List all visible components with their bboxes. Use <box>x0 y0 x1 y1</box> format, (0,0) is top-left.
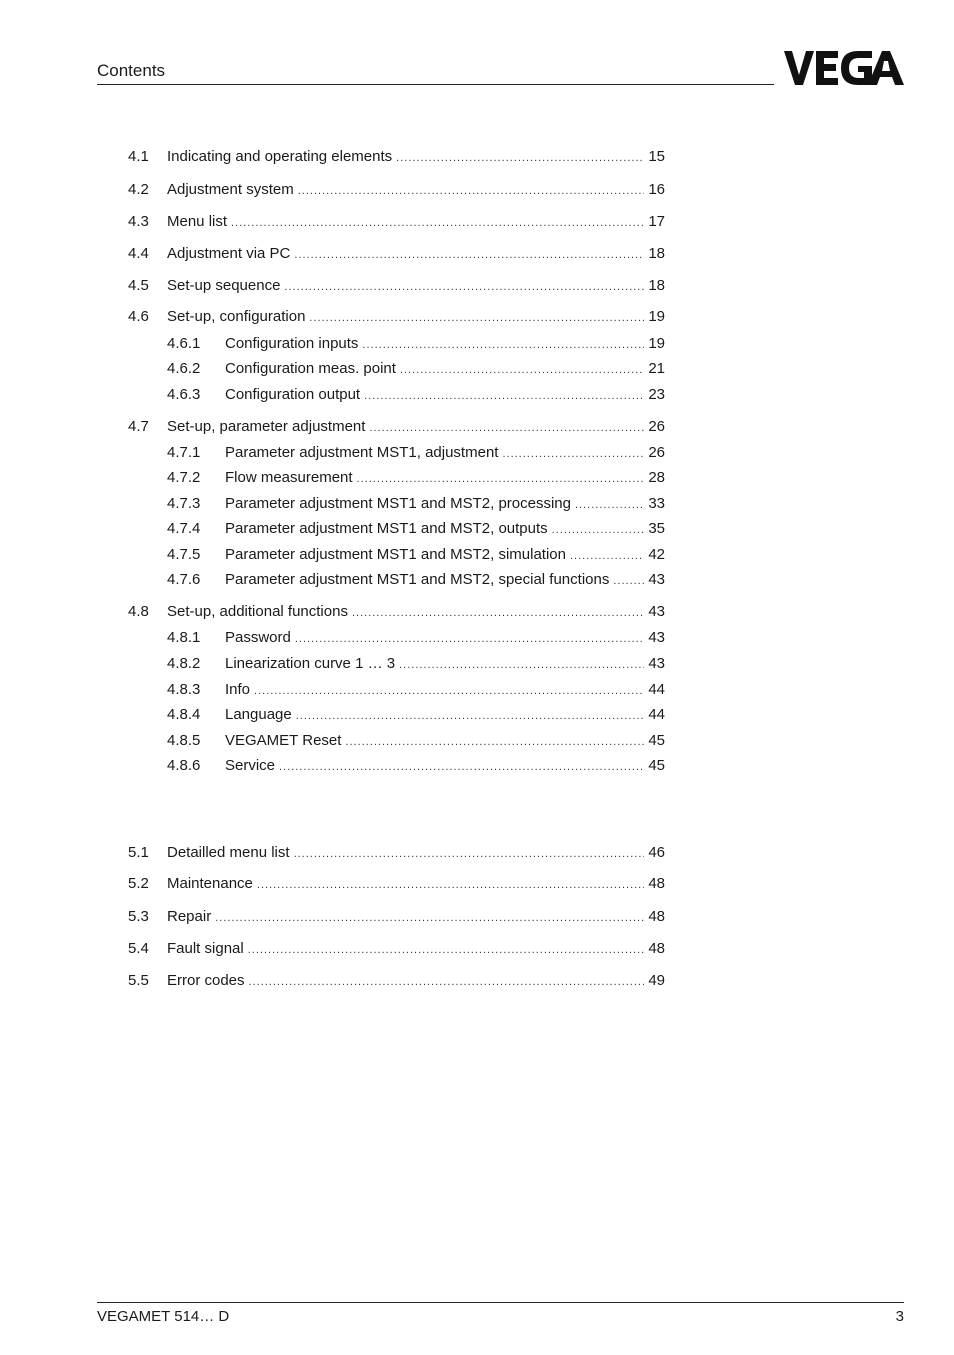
toc-entry-page: 28 <box>648 469 665 486</box>
toc-entry-title: Configuration inputs <box>225 335 359 352</box>
toc-entry-title: Linearization curve 1 … 3 <box>225 655 396 672</box>
toc-entry-number: 4.8.3 <box>167 681 201 698</box>
toc-leader-dots <box>248 940 644 960</box>
toc-entry-page: 42 <box>648 546 665 563</box>
toc-entry[interactable] <box>128 212 665 232</box>
toc-leader-dots <box>552 520 644 540</box>
toc-leader-dots <box>575 495 644 515</box>
header-divider <box>97 84 774 85</box>
toc-entry[interactable] <box>128 907 665 927</box>
toc-entry-number: 4.4 <box>128 245 149 262</box>
toc-entry-number: 5.1 <box>128 844 149 861</box>
toc-entry-number: 5.2 <box>128 875 149 892</box>
toc-entry-number: 5.4 <box>128 940 149 957</box>
toc-entry-page: 33 <box>648 495 665 512</box>
toc-leader-dots <box>364 386 644 406</box>
toc-entry-page: 26 <box>648 444 665 461</box>
toc-entry-page: 16 <box>648 181 665 198</box>
toc-leader-dots <box>345 732 644 752</box>
toc-subentry[interactable] <box>167 628 665 648</box>
toc-entry-number: 4.8.6 <box>167 757 201 774</box>
toc-entry-page: 43 <box>648 571 665 588</box>
toc-subentry[interactable] <box>167 680 665 700</box>
toc-entry-number: 4.7.5 <box>167 546 201 563</box>
toc-entry-number: 4.7.3 <box>167 495 201 512</box>
toc-entry-page: 43 <box>648 603 665 620</box>
toc-leader-dots <box>570 546 644 566</box>
toc-entry-page: 49 <box>648 972 665 989</box>
toc-entry-page: 43 <box>648 629 665 646</box>
toc-entry-title: Flow measurement <box>225 469 353 486</box>
toc-entry-number: 4.8.2 <box>167 655 201 672</box>
toc-entry-number: 4.7.6 <box>167 571 201 588</box>
toc-entry[interactable] <box>128 244 665 264</box>
toc-leader-dots <box>257 875 644 895</box>
toc-entry-number: 4.3 <box>128 213 149 230</box>
toc-subentry[interactable] <box>167 359 665 379</box>
toc-entry-page: 35 <box>648 520 665 537</box>
toc-entry-number: 4.8.1 <box>167 629 201 646</box>
toc-entry-page: 44 <box>648 681 665 698</box>
toc-entry-page: 48 <box>648 908 665 925</box>
toc-entry-number: 4.5 <box>128 277 149 294</box>
toc-entry-title: Configuration meas. point <box>225 360 396 377</box>
toc-entry-title: Adjustment via PC <box>167 245 291 262</box>
toc-entry-title: Language <box>225 706 292 723</box>
footer-page-number: 3 <box>895 1308 904 1325</box>
toc-entry-title: Set-up, additional functions <box>167 603 348 620</box>
toc-subentry[interactable] <box>167 334 665 354</box>
toc-leader-dots <box>400 360 644 380</box>
toc-entry-title: Adjustment system <box>167 181 294 198</box>
toc-entry-title: Repair <box>167 908 212 925</box>
toc-leader-dots <box>298 181 644 201</box>
toc-entry-title: Parameter adjustment MST1 and MST2, processing <box>225 495 571 512</box>
toc-entry-number: 4.8.5 <box>167 732 201 749</box>
footer-document-name: VEGAMET 514… D <box>97 1308 230 1325</box>
toc-leader-dots <box>613 571 644 591</box>
toc-entry-title: VEGAMET Reset <box>225 732 342 749</box>
toc-entry-page: 44 <box>648 706 665 723</box>
toc-entry[interactable] <box>128 307 665 327</box>
toc-entry-title: Parameter adjustment MST1 and MST2, simulation <box>225 546 566 563</box>
toc-entry-title: Error codes <box>167 972 245 989</box>
toc-entry[interactable] <box>128 147 665 167</box>
toc-entry-page: 46 <box>648 844 665 861</box>
toc-leader-dots <box>396 148 644 168</box>
toc-entry[interactable] <box>128 843 665 863</box>
toc-entry-number: 4.7.1 <box>167 444 201 461</box>
toc-leader-dots <box>352 603 644 623</box>
toc-subentry[interactable] <box>167 731 665 751</box>
toc-entry-page: 43 <box>648 655 665 672</box>
toc-leader-dots <box>296 706 644 726</box>
toc-leader-dots <box>309 308 644 328</box>
toc-entry[interactable] <box>128 971 665 991</box>
toc-leader-dots <box>369 418 644 438</box>
toc-leader-dots <box>357 469 644 489</box>
toc-subentry[interactable] <box>167 494 665 514</box>
toc-entry-title: Parameter adjustment MST1 and MST2, special functions <box>225 571 610 588</box>
toc-entry-page: 26 <box>648 418 665 435</box>
toc-entry-title: Maintenance <box>167 875 253 892</box>
toc-subentry[interactable] <box>167 385 665 405</box>
toc-entry-number: 4.6.2 <box>167 360 201 377</box>
toc-subentry[interactable] <box>167 705 665 725</box>
toc-entry-title: Password <box>225 629 291 646</box>
footer-divider <box>97 1302 904 1303</box>
toc-entry-page: 19 <box>648 335 665 352</box>
toc-entry-number: 4.7.4 <box>167 520 201 537</box>
toc-entry-page: 18 <box>648 277 665 294</box>
toc-entry-page: 23 <box>648 386 665 403</box>
toc-entry-title: Set-up, parameter adjustment <box>167 418 366 435</box>
toc-leader-dots <box>215 908 644 928</box>
toc-entry-title: Parameter adjustment MST1 and MST2, outputs <box>225 520 548 537</box>
toc-entry[interactable] <box>128 180 665 200</box>
toc-entry-number: 4.6.1 <box>167 335 201 352</box>
toc-leader-dots <box>294 844 644 864</box>
toc-entry-number: 4.1 <box>128 148 149 165</box>
toc-entry-number: 4.2 <box>128 181 149 198</box>
toc-entry-page: 48 <box>648 875 665 892</box>
toc-subentry[interactable] <box>167 468 665 488</box>
toc-entry-number: 4.6.3 <box>167 386 201 403</box>
toc-leader-dots <box>295 629 644 649</box>
toc-entry-page: 19 <box>648 308 665 325</box>
toc-leader-dots <box>294 245 644 265</box>
toc-entry-number: 4.6 <box>128 308 149 325</box>
toc-entry-title: Set-up sequence <box>167 277 281 294</box>
toc-entry-title: Detailled menu list <box>167 844 290 861</box>
toc-entry-number: 5.3 <box>128 908 149 925</box>
toc-leader-dots <box>249 972 644 992</box>
toc-entry-title: Fault signal <box>167 940 244 957</box>
toc-subentry[interactable] <box>167 654 665 674</box>
toc-subentry[interactable] <box>167 570 665 590</box>
toc-subentry[interactable] <box>167 443 665 463</box>
toc-entry[interactable] <box>128 276 665 296</box>
toc-entry-title: Configuration output <box>225 386 361 403</box>
toc-subentry[interactable] <box>167 756 665 776</box>
vega-logo <box>784 51 904 85</box>
toc-entry-page: 15 <box>648 148 665 165</box>
toc-entry-title: Service <box>225 757 276 774</box>
toc-leader-dots <box>284 277 644 297</box>
toc-leader-dots <box>231 213 644 233</box>
toc-entry-title: Info <box>225 681 251 698</box>
toc-entry[interactable] <box>128 602 665 622</box>
toc-entry-number: 4.7.2 <box>167 469 201 486</box>
toc-entry-title: Parameter adjustment MST1, adjustment <box>225 444 499 461</box>
toc-entry[interactable] <box>128 939 665 959</box>
toc-entry-title: Menu list <box>167 213 228 230</box>
toc-entry[interactable] <box>128 417 665 437</box>
toc-entry-page: 45 <box>648 757 665 774</box>
toc-leader-dots <box>399 655 644 675</box>
toc-leader-dots <box>254 681 644 701</box>
toc-subentry[interactable] <box>167 519 665 539</box>
toc-entry-page: 18 <box>648 245 665 262</box>
toc-entry-number: 5.5 <box>128 972 149 989</box>
toc-leader-dots <box>362 335 644 355</box>
toc-entry-page: 17 <box>648 213 665 230</box>
toc-subentry[interactable] <box>167 545 665 565</box>
toc-entry[interactable] <box>128 874 665 894</box>
toc-leader-dots <box>502 444 644 464</box>
toc-entry-page: 45 <box>648 732 665 749</box>
toc-entry-title: Indicating and operating elements <box>167 148 393 165</box>
toc-entry-number: 4.8.4 <box>167 706 201 723</box>
toc-entry-page: 21 <box>648 360 665 377</box>
toc-entry-title: Set-up, configuration <box>167 308 306 325</box>
toc-entry-page: 48 <box>648 940 665 957</box>
toc-entry-number: 4.8 <box>128 603 149 620</box>
toc-entry-number: 4.7 <box>128 418 149 435</box>
page-header-title: Contents <box>97 61 166 80</box>
toc-leader-dots <box>279 757 644 777</box>
